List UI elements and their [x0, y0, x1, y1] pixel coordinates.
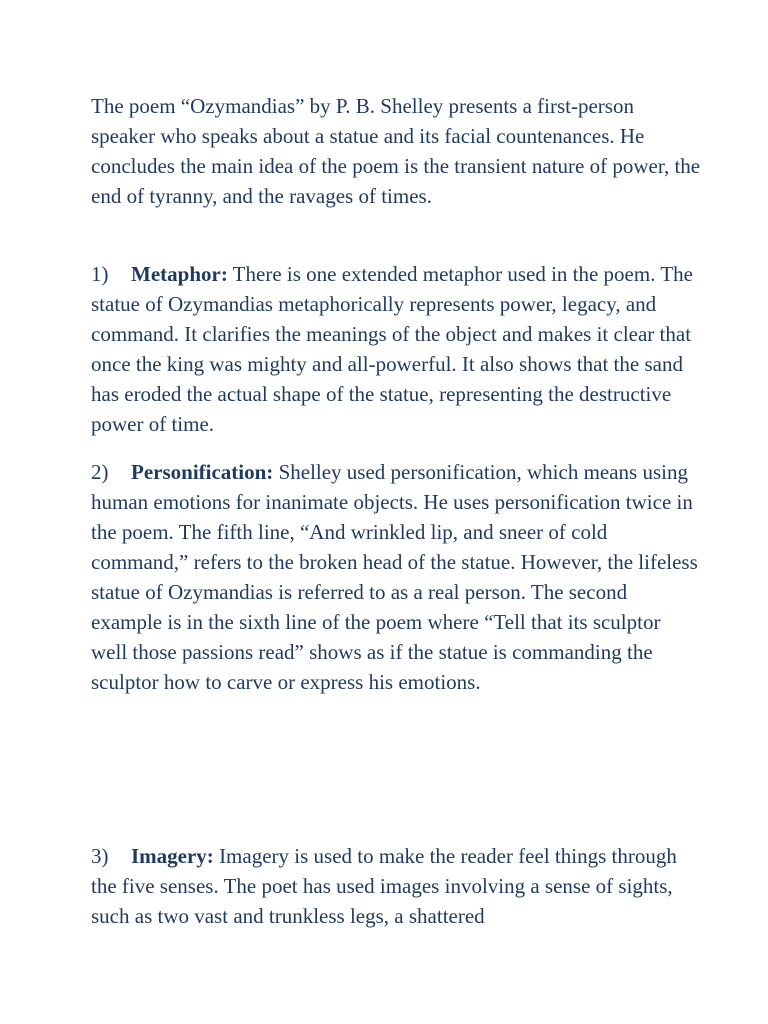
list-item-term: Personification: [131, 460, 274, 484]
list-item-number: 2) [91, 460, 109, 484]
list-item-text: Shelley used personification, which means using human emotions for inanimate objects. He uses personification twice in the poem. The fifth line, “And wrinkled lip, and sneer of cold command,” refers to the broken head of the statue. However, the lifeless statue of Ozymandias is referred to as a real person. The second example is in the sixth line of the poem where “Tell that its sculptor well those passions read” shows as if the statue is commanding the sculptor how to carve or express his emotions. [91, 460, 698, 694]
list-item-term: Metaphor: [131, 262, 228, 286]
list-item-text: There is one extended metaphor used in the poem. The statue of Ozymandias metaphorically represents power, legacy, and command. It clarifies the meanings of the object and makes it clear that once the king was mighty and all-powerful. It also shows that the sand has eroded the actual shape of the statue, representing the destructive power of time. [91, 262, 693, 436]
intro-paragraph: The poem “Ozymandias” by P. B. Shelley presents a first-person speaker who speaks about a statue and its facial countenances. He concludes the main idea of the poem is the transient nature of power, the end of tyranny, and the ravages of times. [91, 94, 701, 208]
list-item-metaphor [91, 259, 701, 439]
list-item-number: 3) [91, 844, 109, 868]
list-item-term: Imagery: [131, 844, 214, 868]
list-item-number: 1) [91, 262, 109, 286]
list-item-text: Imagery is used to make the reader feel things through the five senses. The poet has used images involving a sense of sights, such as two vast and trunkless legs, a shattered [91, 844, 677, 928]
list-item-personification [91, 457, 701, 697]
list-item-imagery [91, 841, 701, 931]
